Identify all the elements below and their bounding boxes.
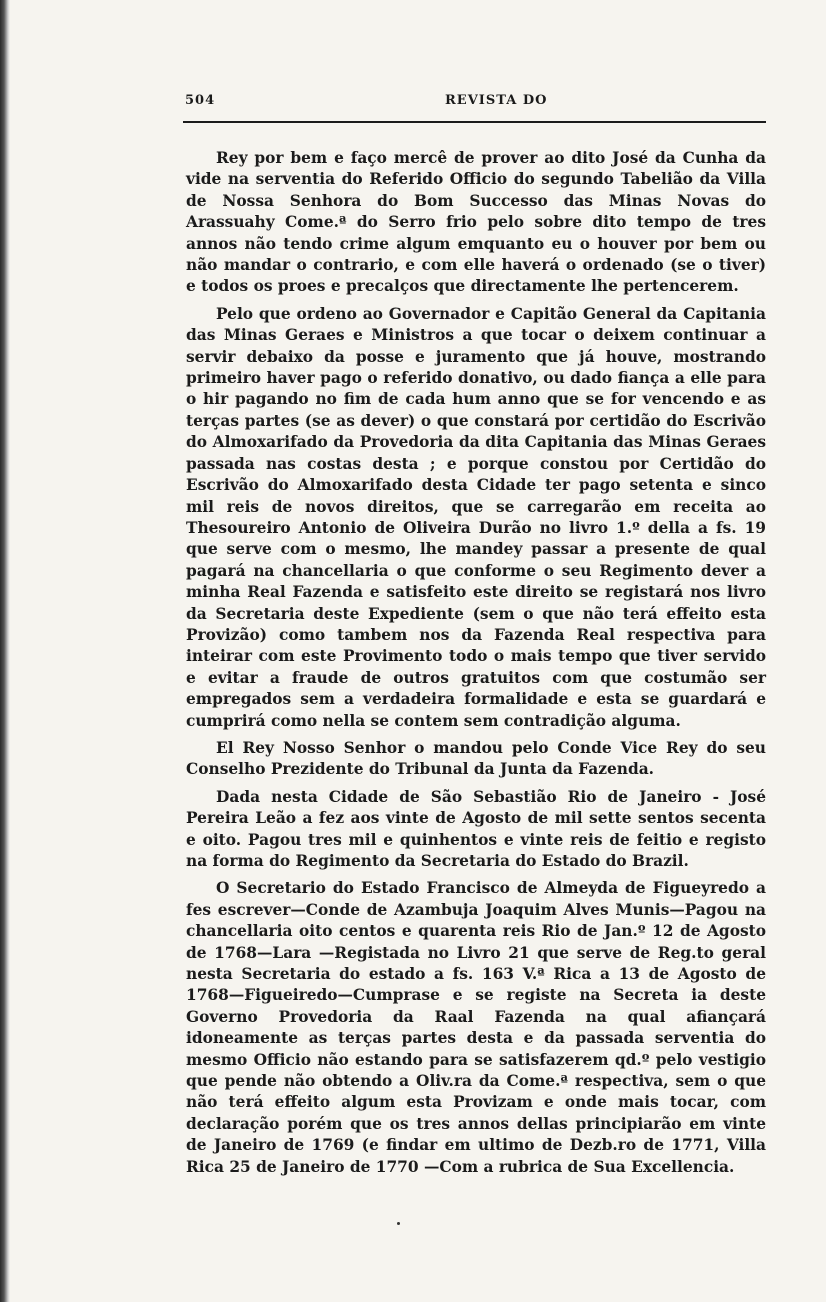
paragraph: Pelo que ordeno ao Governador e Capitão General da Capitania das Minas Geraes e Ministros a que tocar o deixem continuar a servir debaixo da posse e juramento que já houve, mostrando primeiro haver pago o referido donativo, ou dado fiança a elle para o hir pagando no fim de cada hum anno que se for vencendo e as terças partes (se as dever) o que constará por certidão do Escrivão do Almoxarifado da Provedoria da dita Capitania das Minas Geraes passada nas costas desta ; e porque constou por Certidão do Escrivão do Almoxarifado desta Cidade ter pago setenta e sinco mil reis de novos direitos, que se carregarão em receita ao Thesoureiro Antonio de Oliveira Durão no livro 1.º della a fs. 19 que serve com o mesmo, lhe mandey passar a presente de qual pagará na chancellaria o que conforme o seu Regimento dever a minha Real Fazenda e satisfeito este direito se registará nos livro da Secretaria deste Expediente (sem o que não terá effeito esta Provizão) como tambem nos da Fazenda Real respectiva para inteirar com este Provimento todo o mais tempo que tiver servido e evitar a fraude de outros gratuitos com que costumão ser empregados sem a verdadeira formalidade e esta se guardará e cumprirá como nella se contem sem contradição alguma. [186,304,766,730]
page-number: 504 [185,93,216,108]
header-rule [183,121,766,123]
paragraph: Dada nesta Cidade de São Sebastião Rio de Janeiro - José Pereira Leão a fez aos vinte de Agosto de mil sette sentos secenta e oito. Pagou tres mil e quinhentos e vinte reis de feitio e registo na forma do Regimento da Secretaria do Estado do Brazil. [186,787,766,870]
paragraph: O Secretario do Estado Francisco de Almeyda de Figueyredo a fes escrever—Conde de Azambuja Joaquim Alves Munis—Pagou na chancellaria oito centos e quarenta reis Rio de Jan.º 12 de Agosto de 1768—Lara —Registada no Livro 21 que serve de Reg.to geral nesta Secretaria do estado a fs. 163 V.ª Rica a 13 de Agosto de 1768—Figueiredo—Cumprase e se registe na Secreta ia deste Governo Provedoria da Raal Fazenda na qual afiançará idoneamente as terças partes desta e da passada serventia do mesmo Officio não estando para se satisfazerem qd.º pelo vestigio que pende não obtendo a Oliv.ra da Come.ª respectiva, sem o que não terá effeito algum esta Provizam e onde mais tocar, com declaração porém que os tres annos dellas principiarão em vinte de Janeiro de 1769 (e findar em ultimo de Dezb.ro de 1771, Villa Rica 25 de Janeiro de 1770 —Com a rubrica de Sua Excellencia. [186,879,766,1176]
paragraph: Rey por bem e faço mercê de prover ao dito José da Cunha da vide na serventia do Referido Officio do segundo Tabelião da Villa de Nossa Senhora do Bom Successo das Minas Novas do Arassuahy Come.ª do Serro frio pelo sobre dito tempo de tres annos não tendo crime algum emquanto eu o houver por bem ou não mandar o contrario, e com elle haverá o ordenado (se o tiver) e todos os proes e precalços que directamente lhe pertencerem. [186,149,766,296]
ink-speck [397,1222,400,1225]
book-binding-edge [0,0,10,1302]
document-body [186,148,766,1184]
running-title: REVISTA DO [445,93,548,108]
page-header [185,93,765,117]
paragraph: El Rey Nosso Senhor o mandou pelo Conde Vice Rey do seu Conselho Prezidente do Tribunal da Junta da Fazenda. [186,738,766,779]
